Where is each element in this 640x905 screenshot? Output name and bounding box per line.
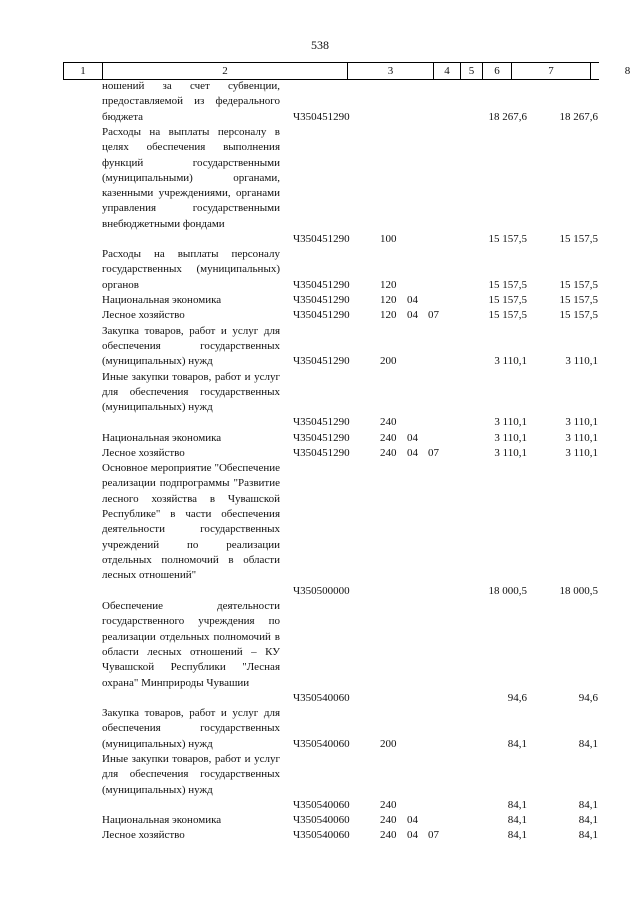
row-name: Национальная экономика — [102, 294, 222, 306]
row-name: Лесное хозяйство — [102, 829, 185, 842]
table-row — [0, 247, 640, 293]
row-col-4: 240 — [380, 814, 397, 827]
row-value-7: 15 157,5 — [488, 278, 527, 291]
row-code: Ч350451290 — [293, 278, 350, 291]
row-col-5: 04 — [407, 309, 418, 322]
table-row — [0, 293, 640, 308]
row-code: Ч350540060 — [293, 829, 350, 842]
row-name: Лесное хозяйство — [102, 446, 185, 459]
row-code: Ч350451290 — [293, 431, 350, 444]
row-col-6: 07 — [428, 309, 439, 322]
row-name: Основное мероприятие "Обеспечение реализации подпрограммы "Развитие лесного хозяйства в Чувашской Республике" в части обеспечения деятельности государственных учреждений по реализации отдельных полномочий в области лесных отношений" — [102, 462, 280, 582]
row-name: ношений за счет субвенции, предоставляемой из федерального бюджета — [102, 80, 280, 123]
row-value-7: 18 267,6 — [488, 110, 527, 123]
row-value-8: 84,1 — [578, 814, 598, 827]
row-value-8: 84,1 — [578, 737, 598, 750]
row-col-5: 04 — [407, 294, 418, 306]
row-code: Ч350451290 — [293, 446, 350, 459]
row-value-7: 18 000,5 — [488, 584, 527, 597]
row-col-5: 04 — [407, 446, 418, 459]
row-value-8: 3 110,1 — [565, 355, 598, 368]
row-code: Ч350540060 — [293, 799, 350, 812]
row-col-4: 120 — [380, 309, 397, 322]
row-col-4: 240 — [380, 799, 397, 812]
row-name: Национальная экономика — [102, 431, 222, 444]
row-value-8: 3 110,1 — [565, 431, 598, 444]
row-col-4: 240 — [380, 829, 397, 842]
table-row — [0, 828, 640, 843]
row-name: Расходы на выплаты персоналу в целях обеспечения выполнения функций государственными (муниципальными) органами, казенными учреждениями, органами управления государственными внебюджетными фондами — [102, 126, 280, 230]
row-name: Иные закупки товаров, работ и услуг для обеспечения государственных (муниципальных) нужд — [102, 370, 280, 414]
row-code: Ч350540060 — [293, 691, 350, 704]
row-col-6: 07 — [428, 446, 439, 459]
table-row — [0, 324, 640, 370]
row-value-7: 15 157,5 — [488, 294, 527, 306]
row-code: Ч350540060 — [293, 737, 350, 750]
page-number: 538 — [311, 38, 329, 52]
table-row — [0, 79, 640, 125]
row-code: Ч350451290 — [293, 355, 350, 368]
header-col-5: 5 — [460, 63, 482, 79]
row-code: Ч350451290 — [293, 309, 350, 322]
row-col-4: 240 — [380, 431, 397, 444]
table-row — [0, 370, 640, 431]
row-col-4: 200 — [380, 737, 397, 750]
table-body — [0, 79, 640, 844]
row-code: Ч350540060 — [293, 814, 350, 827]
row-value-7: 94,6 — [507, 691, 527, 704]
row-value-8: 18 267,6 — [559, 110, 598, 123]
row-value-7: 3 110,1 — [494, 416, 527, 429]
row-col-4: 200 — [380, 355, 397, 368]
table-row — [0, 308, 640, 323]
row-value-7: 84,1 — [507, 799, 527, 812]
row-col-4: 100 — [380, 233, 397, 245]
table-row — [0, 813, 640, 828]
table-row — [0, 461, 640, 599]
row-name: Закупка товаров, работ и услуг для обеспечения государственных (муниципальных) нужд — [102, 707, 280, 750]
table-row — [0, 752, 640, 813]
row-name: Закупка товаров, работ и услуг для обеспечения государственных (муниципальных) нужд — [102, 324, 280, 368]
header-col-4: 4 — [433, 63, 460, 79]
row-col-4: 240 — [380, 416, 397, 429]
row-code: Ч350451290 — [293, 233, 350, 245]
row-value-7: 3 110,1 — [494, 446, 527, 459]
row-value-8: 15 157,5 — [559, 233, 598, 245]
row-value-7: 15 157,5 — [488, 309, 527, 322]
row-col-5: 04 — [407, 829, 418, 842]
row-code: Ч350451290 — [293, 416, 350, 429]
table-row — [0, 446, 640, 461]
row-col-5: 04 — [407, 431, 418, 444]
row-code: Ч350500000 — [293, 584, 350, 597]
row-name: Лесное хозяйство — [102, 309, 185, 322]
header-col-8: 8 — [590, 63, 640, 79]
table-header — [63, 62, 631, 80]
row-value-8: 18 000,5 — [559, 584, 598, 597]
row-value-8: 94,6 — [578, 691, 598, 704]
row-name: Национальная экономика — [102, 814, 222, 827]
row-value-8: 3 110,1 — [565, 416, 598, 429]
row-value-8: 15 157,5 — [559, 309, 598, 322]
row-col-4: 240 — [380, 446, 397, 459]
row-value-7: 84,1 — [507, 814, 527, 827]
row-value-8: 84,1 — [578, 799, 598, 812]
header-col-1: 1 — [63, 63, 102, 79]
row-name: Расходы на выплаты персоналу государственных (муниципальных) органов — [102, 248, 280, 291]
row-value-7: 84,1 — [507, 829, 527, 842]
row-value-7: 15 157,5 — [488, 233, 527, 245]
row-value-8: 15 157,5 — [559, 294, 598, 306]
table-row — [0, 599, 640, 706]
table-row — [0, 125, 640, 247]
row-col-4: 120 — [380, 294, 397, 306]
row-col-6: 07 — [428, 829, 439, 842]
row-col-5: 04 — [407, 814, 418, 827]
header-col-3: 3 — [347, 63, 433, 79]
row-name: Иные закупки товаров, работ и услуг для обеспечения государственных (муниципальных) нужд — [102, 753, 280, 796]
row-value-7: 84,1 — [507, 737, 527, 750]
row-value-8: 15 157,5 — [559, 278, 598, 291]
header-col-6: 6 — [482, 63, 511, 79]
header-col-7: 7 — [511, 63, 590, 79]
row-value-8: 84,1 — [578, 829, 598, 842]
row-value-7: 3 110,1 — [494, 431, 527, 444]
row-col-4: 120 — [380, 278, 397, 291]
row-value-7: 3 110,1 — [494, 355, 527, 368]
table-row — [0, 431, 640, 446]
row-name: Обеспечение деятельности государственного учреждения по реализации отдельных полномочий в области лесных отношений – КУ Чувашской Республики "Лесная охрана" Минприроды Чувашии — [102, 600, 280, 689]
row-code: Ч350451290 — [293, 294, 350, 306]
header-col-2: 2 — [102, 63, 347, 79]
row-code: Ч350451290 — [293, 110, 350, 123]
table-row — [0, 706, 640, 752]
row-value-8: 3 110,1 — [565, 446, 598, 459]
